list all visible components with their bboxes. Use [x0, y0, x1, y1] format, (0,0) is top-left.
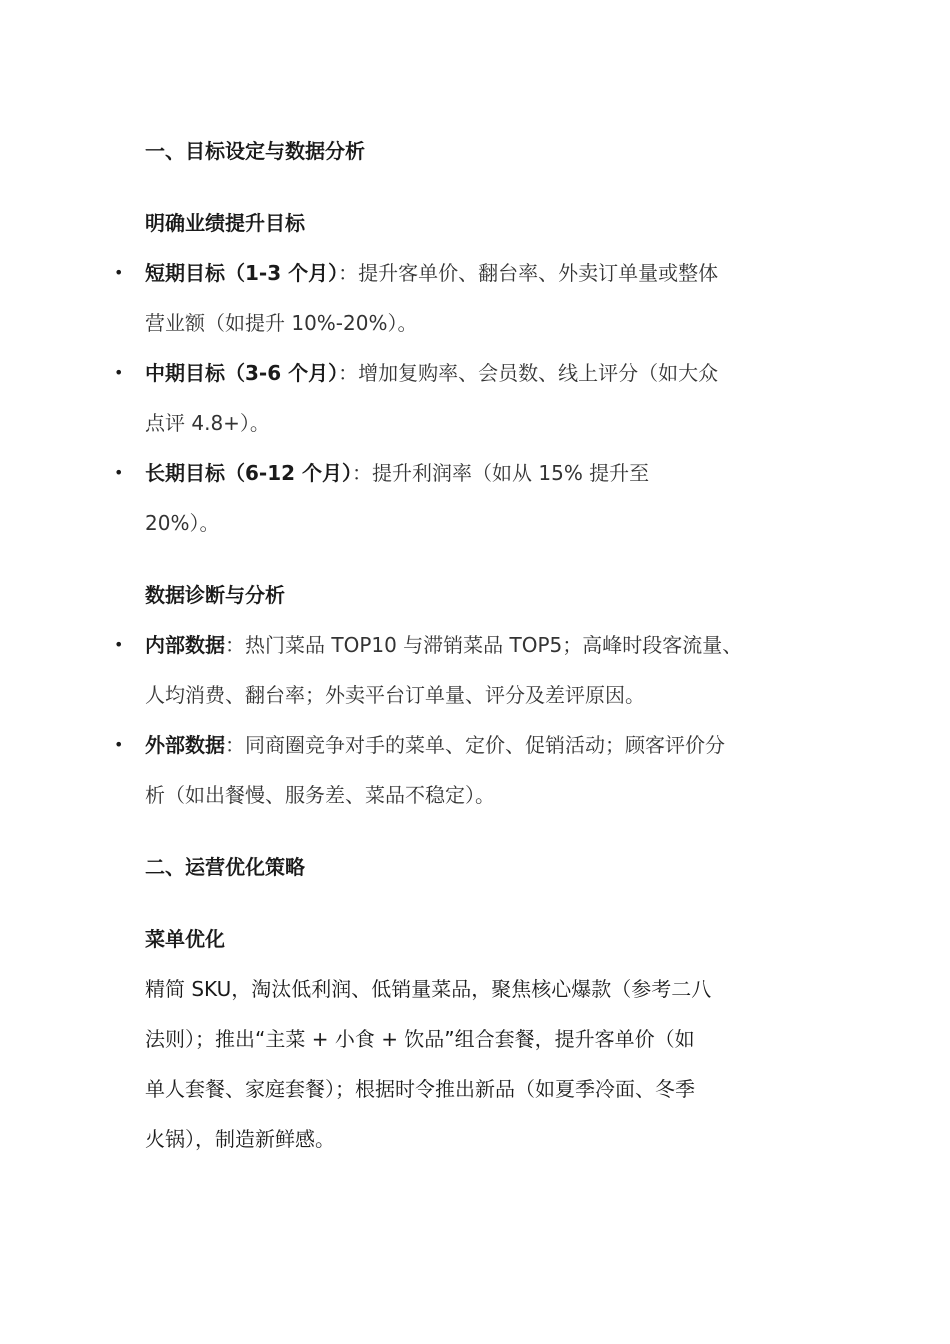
bullet-icon: • — [114, 363, 124, 382]
menu-paragraph-line: 火锅），制造新鲜感。 — [145, 1127, 335, 1151]
item-text: 提升客单价、翻台率、外卖订单量或整体 — [358, 261, 719, 285]
section-2-heading: 二、运营优化策略 — [145, 855, 305, 879]
item-text: 增加复购率、会员数、线上评分（如大众 — [358, 361, 719, 385]
menu-paragraph-line: 精简 SKU，淘汰低利润、低销量菜品，聚焦核心爆款（参考二八 — [145, 977, 712, 1001]
list-item — [114, 448, 817, 548]
item-text: 提升利润率（如从 15% 提升至 — [372, 461, 650, 485]
document-content — [114, 126, 817, 1164]
subsection-data-title: 数据诊断与分析 — [145, 583, 285, 607]
subsection-goals-title: 明确业绩提升目标 — [145, 211, 305, 235]
item-text: 热门菜品 TOP10 与滞销菜品 TOP5；高峰时段客流量、 — [245, 633, 743, 657]
bullet-icon: • — [114, 735, 124, 754]
menu-paragraph-line: 单人套餐、家庭套餐）；根据时令推出新品（如夏季冷面、冬季 — [145, 1077, 695, 1101]
list-item — [114, 620, 817, 720]
item-sep: ： — [338, 261, 359, 285]
list-item — [114, 348, 817, 448]
item-sep: ： — [225, 733, 245, 757]
item-sep: ： — [225, 633, 245, 657]
item-sep: ： — [352, 461, 373, 485]
bullet-icon: • — [114, 263, 124, 282]
item-text-cont: 营业额（如提升 10%-20%）。 — [145, 311, 418, 335]
goals-list — [114, 248, 817, 548]
item-text-cont: 点评 4.8+）。 — [145, 411, 270, 435]
bullet-icon: • — [114, 635, 124, 654]
item-term: 外部数据 — [145, 733, 225, 757]
item-term: 内部数据 — [145, 633, 225, 657]
bullet-icon: • — [114, 463, 124, 482]
item-term: 中期目标（3-6 个月） — [145, 361, 339, 385]
section-1-heading: 一、目标设定与数据分析 — [145, 139, 365, 163]
item-text: 同商圈竞争对手的菜单、定价、促销活动；顾客评价分 — [245, 733, 725, 757]
data-analysis-list — [114, 620, 817, 820]
subsection-menu-title: 菜单优化 — [145, 927, 225, 951]
item-text-cont: 20%）。 — [145, 511, 220, 535]
item-term: 长期目标（6-12 个月） — [145, 461, 353, 485]
item-text-cont: 析（如出餐慢、服务差、菜品不稳定）。 — [145, 783, 495, 807]
item-term: 短期目标（1-3 个月） — [145, 261, 339, 285]
item-sep: ： — [338, 361, 359, 385]
item-text-cont: 人均消费、翻台率；外卖平台订单量、评分及差评原因。 — [145, 683, 645, 707]
menu-paragraph-line: 法则）；推出“主菜 + 小食 + 饮品”组合套餐，提升客单价（如 — [145, 1027, 695, 1051]
list-item — [114, 248, 817, 348]
list-item — [114, 720, 817, 820]
